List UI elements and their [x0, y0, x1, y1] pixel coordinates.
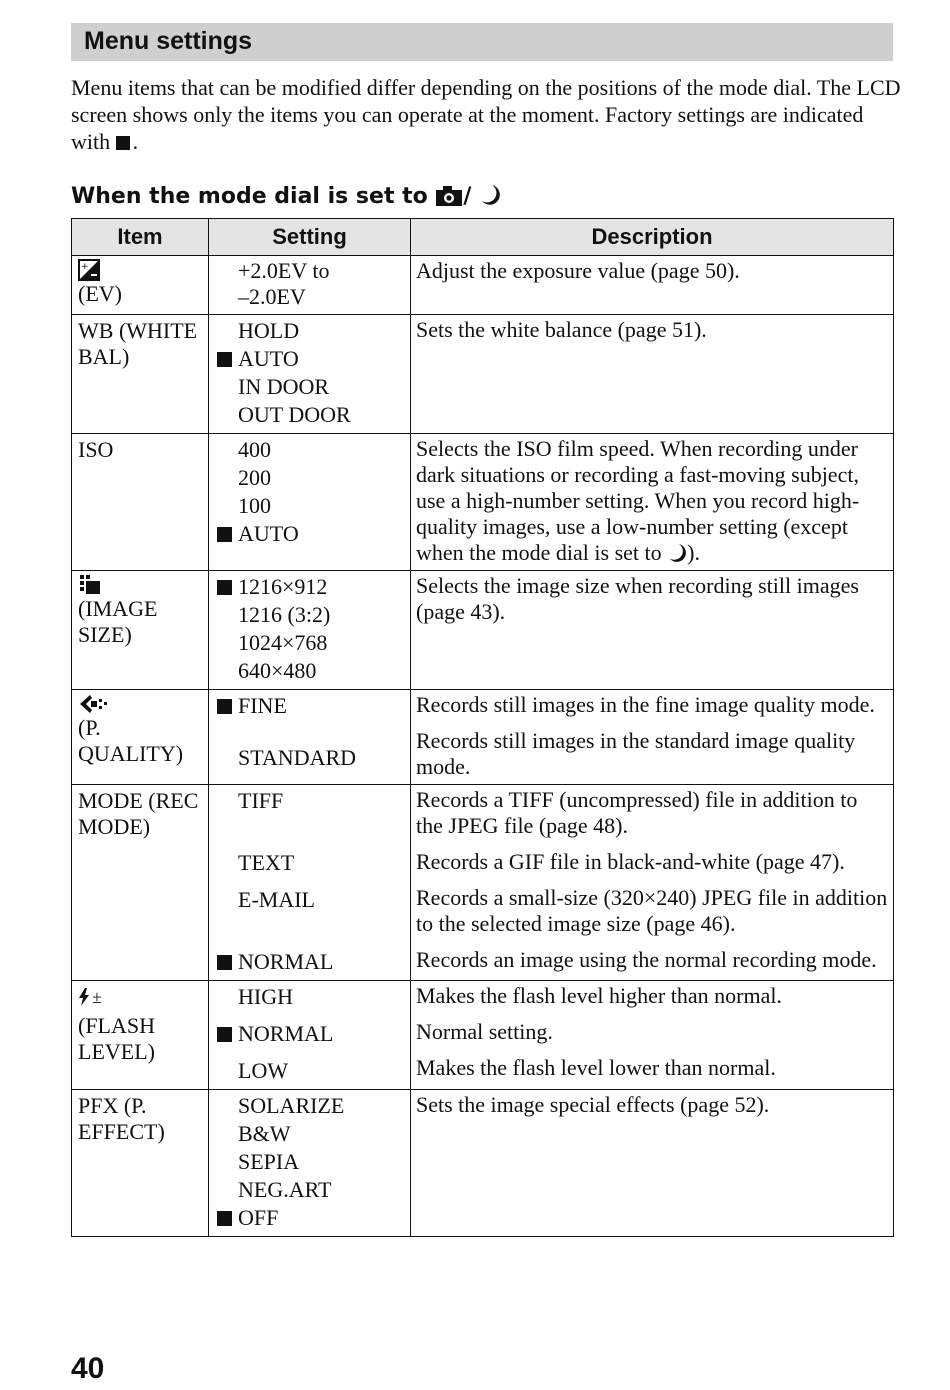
description-cell	[411, 981, 894, 1090]
item-cell	[72, 785, 209, 981]
item-cell	[72, 256, 209, 315]
description-cell	[411, 690, 894, 785]
setting-cell	[209, 981, 411, 1090]
default-marker-icon	[217, 1027, 232, 1042]
table-row-picture-effect	[72, 1090, 894, 1237]
setting-cell	[209, 434, 411, 571]
setting-option: LOW	[238, 1058, 289, 1083]
description-cell	[411, 256, 894, 315]
setting-cell	[209, 1090, 411, 1237]
item-label: MODE (REC MODE)	[78, 788, 199, 839]
setting-option: 200	[238, 465, 271, 490]
item-label: ISO	[78, 437, 114, 462]
setting-cell	[209, 315, 411, 434]
setting-option: 400	[238, 437, 271, 462]
item-label: (EV)	[78, 281, 122, 306]
description-cell	[411, 571, 894, 690]
setting-option-default: 1216×912	[209, 573, 410, 601]
setting-option: SEPIA	[238, 1149, 300, 1174]
setting-option: 100	[238, 493, 271, 518]
svg-text:+: +	[81, 262, 89, 272]
setting-option: 1024×768	[238, 630, 328, 655]
exposure-icon	[78, 259, 208, 281]
setting-option: STANDARD	[238, 745, 357, 770]
subheading-text: When the mode dial is set to	[71, 184, 428, 209]
setting-option-default: AUTO	[209, 345, 410, 373]
setting-option-default: AUTO	[209, 520, 410, 548]
table-header-row	[72, 219, 894, 256]
description-text: Records a GIF file in black-and-white (page 47).	[416, 849, 845, 874]
description-cell	[411, 434, 894, 571]
setting-option: E-MAIL	[238, 887, 315, 912]
mode-dial-subheading	[71, 183, 501, 209]
description-text: Records still images in the fine image quality mode.	[416, 692, 875, 717]
setting-option: TEXT	[238, 850, 295, 875]
setting-option: 1216 (3:2)	[238, 602, 331, 627]
setting-option: IN DOOR	[238, 374, 330, 399]
item-label: WB (WHITE BAL)	[78, 318, 198, 369]
default-marker-icon	[217, 352, 232, 367]
item-cell	[72, 690, 209, 785]
intro-paragraph	[71, 74, 901, 155]
description-text: Selects the ISO film speed. When recording under dark situations or recording a fast-moving subject, use a high-number setting. When you record high-quality images, use a low-number setting (except when the mode dial is set to ).	[416, 436, 860, 565]
item-label: (IMAGE SIZE)	[78, 596, 158, 647]
table-row-rec-mode	[72, 785, 894, 981]
setting-option: 640×480	[238, 658, 317, 683]
setting-cell	[209, 690, 411, 785]
item-cell	[72, 315, 209, 434]
factory-default-square-icon	[116, 136, 130, 150]
default-marker-icon	[217, 527, 232, 542]
description-text: Records a TIFF (uncompressed) file in addition to the JPEG file (page 48).	[416, 787, 858, 838]
setting-cell	[209, 785, 411, 981]
description-cell	[411, 1090, 894, 1237]
menu-settings-table	[71, 218, 894, 1237]
setting-cell	[209, 256, 411, 315]
page-number: 40	[71, 1352, 105, 1385]
default-marker-icon	[217, 955, 232, 970]
setting-option: TIFF	[238, 788, 284, 813]
setting-option: OUT DOOR	[238, 402, 351, 427]
column-header-description: Description	[411, 219, 894, 256]
setting-option-default: FINE	[209, 692, 410, 744]
description-cell	[411, 315, 894, 434]
item-cell	[72, 981, 209, 1090]
description-text: Selects the image size when recording still images (page 43).	[416, 573, 859, 624]
item-label: (P. QUALITY)	[78, 715, 184, 766]
table-row-wb	[72, 315, 894, 434]
setting-option: NEG.ART	[238, 1177, 332, 1202]
setting-option: –2.0EV	[238, 284, 306, 309]
description-text: Sets the image special effects (page 52).	[416, 1092, 770, 1117]
night-mode-icon	[479, 183, 501, 207]
description-text: Records still images in the standard image quality mode.	[416, 728, 856, 779]
setting-option: SOLARIZE	[238, 1093, 345, 1118]
image-size-icon	[78, 574, 208, 596]
intro-text: Menu items that can be modified differ depending on the positions of the mode dial. The LCD screen shows only the items you can operate at the moment. Factory settings are indicated with	[71, 75, 901, 154]
night-mode-icon	[667, 542, 687, 564]
setting-option: +2.0EV to	[238, 258, 330, 283]
default-marker-icon	[217, 580, 232, 595]
table-row-image-size	[72, 571, 894, 690]
setting-option: HOLD	[238, 318, 300, 343]
setting-option-default: OFF	[209, 1204, 410, 1232]
table-row-quality	[72, 690, 894, 785]
camera-mode-icon	[435, 185, 463, 207]
setting-option: HIGH	[238, 984, 293, 1009]
default-marker-icon	[217, 1211, 232, 1226]
setting-option-default: NORMAL	[209, 948, 410, 976]
section-title-bar	[71, 23, 893, 61]
description-text: Adjust the exposure value (page 50).	[416, 258, 740, 283]
item-cell	[72, 434, 209, 571]
flash-level-icon: ±	[78, 984, 102, 1010]
table-row-iso	[72, 434, 894, 571]
table-row-ev	[72, 256, 894, 315]
column-header-item: Item	[72, 219, 209, 256]
column-header-setting: Setting	[209, 219, 411, 256]
intro-end: .	[132, 129, 139, 154]
description-text: Records a small-size (320×240) JPEG file in addition to the selected image size (page 46).	[416, 885, 888, 936]
table-row-flash-level	[72, 981, 894, 1090]
description-cell	[411, 785, 894, 981]
description-text: Sets the white balance (page 51).	[416, 317, 707, 342]
item-cell	[72, 1090, 209, 1237]
item-label: (FLASH LEVEL)	[78, 1013, 156, 1064]
subheading-separator: /	[463, 184, 472, 209]
setting-cell	[209, 571, 411, 690]
setting-option-default: NORMAL	[209, 1020, 410, 1057]
description-text: Makes the flash level higher than normal.	[416, 983, 782, 1008]
description-text: Normal setting.	[416, 1019, 553, 1044]
item-cell	[72, 571, 209, 690]
description-text: Makes the flash level lower than normal.	[416, 1055, 776, 1080]
setting-option: B&W	[238, 1121, 291, 1146]
description-text: Records an image using the normal recording mode.	[416, 947, 877, 972]
default-marker-icon	[217, 699, 232, 714]
quality-icon	[78, 693, 208, 715]
page-title: Menu settings	[84, 27, 253, 55]
item-label: PFX (P. EFFECT)	[78, 1093, 165, 1144]
